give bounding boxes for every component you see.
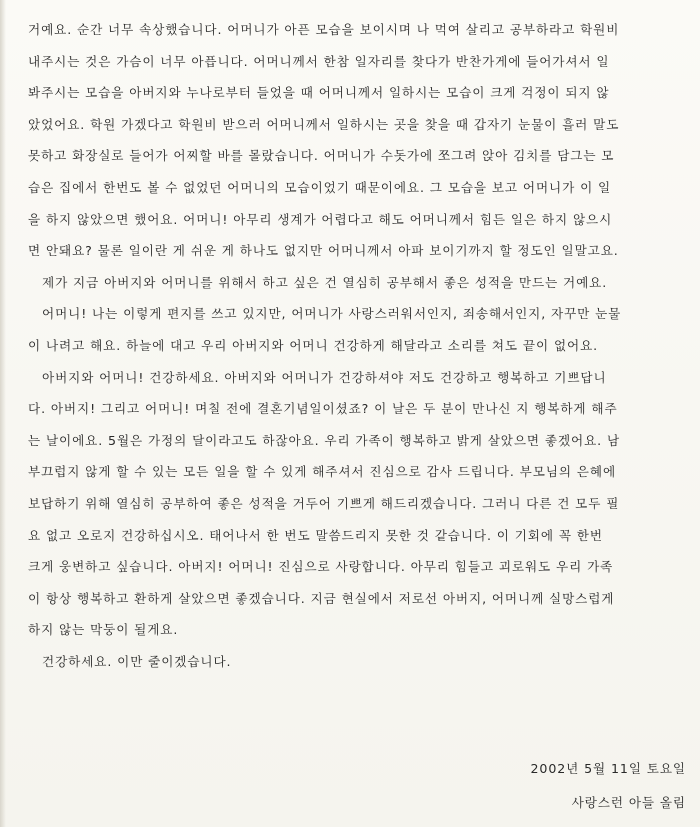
letter-line: 는 날이에요. 5월은 가정의 달이라고도 하잖아요. 우리 가족이 행복하고 밝게 살았으면 좋겠어요. 남	[28, 432, 621, 448]
letter-line: 이 나려고 해요. 하늘에 대고 우리 아버지와 어머니 건강하게 해달라고 소리를 쳐도 끝이 없어요.	[28, 337, 599, 353]
letter-line: 봐주시는 모습을 아버지와 누나로부터 들었을 때 어머니께서 일하시는 모습이 크게 걱정이 되지 않	[28, 85, 610, 101]
page-edge-shadow	[0, 0, 6, 827]
letter-line: 을 하지 않았으면 했어요. 어머니! 아무리 생계가 어렵다고 해도 어머니께서 힘든 일은 하지 않으시	[28, 211, 613, 227]
letter-line: 건강하세요. 이만 줄이겠습니다.	[42, 653, 232, 669]
letter-line: 다. 아버지! 그리고 어머니! 며칠 전에 결혼기념일이셨죠? 이 날은 두 분이 만나신 지 행복하게 해주	[28, 401, 618, 417]
letter-line: 면 안돼요? 물론 일이란 게 쉬운 게 하나도 없지만 어머니께서 아파 보이기까지 할 정도인 일말고요.	[28, 243, 619, 259]
letter-body	[28, 14, 688, 677]
letter-line: 부끄럽지 않게 할 수 있는 모든 일을 할 수 있게 해주셔서 진심으로 감사 드립니다. 부모님의 은혜에	[28, 464, 617, 480]
letter-line: 았었어요. 학원 가겠다고 학원비 받으러 어머니께서 일하시는 곳을 찾을 때 갑자기 눈물이 흘러 말도	[28, 116, 620, 132]
letter-line: 제가 지금 아버지와 어머니를 위해서 하고 싶은 건 열심히 공부해서 좋은 성적을 만드는 거예요.	[42, 274, 608, 290]
letter-line: 이 항상 행복하고 환하게 살았으면 좋겠습니다. 지금 현실에서 저로선 아버지, 어머니께 실망스럽게	[28, 590, 615, 606]
letter-signature: 사랑스런 아들 올림	[571, 795, 686, 810]
letter-line: 못하고 화장실로 들어가 어찌할 바를 몰랐습니다. 어머니가 수돗가에 쪼그려 앉아 김치를 담그는 모	[28, 148, 615, 164]
letter-signoff	[531, 752, 687, 820]
letter-line: 요 없고 오로지 건강하십시오. 태어나서 한 번도 말씀드리지 못한 것 같습니다. 이 기회에 꼭 한번	[28, 527, 603, 543]
letter-line: 어머니! 나는 이렇게 편지를 쓰고 있지만, 어머니가 사랑스러워서인지, 죄송해서인지, 자꾸만 눈물	[42, 306, 622, 322]
letter-line: 아버지와 어머니! 건강하세요. 아버지와 어머니가 건강하셔야 저도 건강하고 행복하고 기쁘답니	[42, 369, 607, 385]
letter-line: 하지 않는 막둥이 될게요.	[28, 622, 179, 638]
letter-date: 2002년 5월 11일 토요일	[530, 761, 686, 776]
letter-line: 내주시는 것은 가슴이 너무 아픕니다. 어머니께서 한참 일자리를 찾다가 반찬가게에 들어가셔서 일	[28, 53, 610, 69]
letter-line: 거예요. 순간 너무 속상했습니다. 어머니가 아픈 모습을 보이시며 나 먹여 살리고 공부하라고 학원비	[28, 22, 620, 37]
letter-line: 보답하기 위해 열심히 공부하여 좋은 성적을 거두어 기쁘게 해드리겠습니다. 그러니 다른 건 모두 필	[28, 495, 620, 511]
letter-line: 습은 집에서 한번도 볼 수 없었던 어머니의 모습이었기 때문이에요. 그 모습을 보고 어머니가 이 일	[28, 179, 612, 195]
letter-line: 크게 웅변하고 싶습니다. 아버지! 어머니! 진심으로 사랑합니다. 아무리 힘들고 괴로워도 우리 가족	[28, 559, 614, 575]
